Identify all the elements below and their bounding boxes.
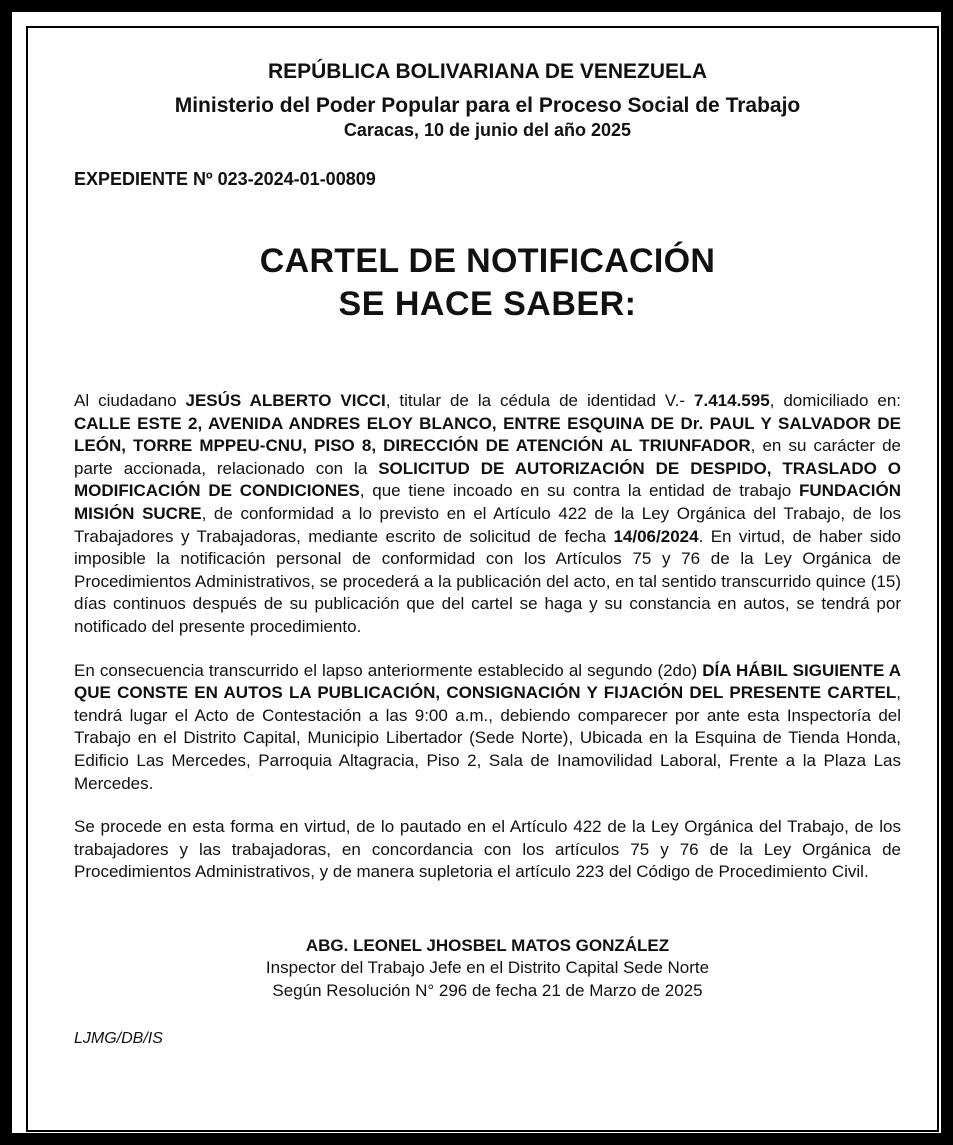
request-date: 14/06/2024 <box>613 526 699 546</box>
citizen-name: JESÚS ALBERTO VICCI <box>185 391 386 410</box>
paragraph-notification <box>74 390 901 639</box>
notice-title: CARTEL DE NOTIFICACIÓN <box>259 242 716 280</box>
citizen-address: CALLE ESTE 2, AVENIDA ANDRES ELOY BLANCO, ENTRE ESQUINA DE Dr. PAUL Y SALVADOR DE LEÓN, TORRE MPPEU-CNU, PISO 8, DIRECCIÓN DE ATENCIÓN AL TRIUNFADOR <box>74 413 901 456</box>
p1-text-4: , en su carácter de parte accionada, relacionado con la <box>74 436 901 478</box>
signer-resolution: Según Resolución N° 296 de fecha 21 de Marzo de 2025 <box>272 980 703 1000</box>
p2-text-1: En consecuencia transcurrido el lapso anteriormente establecido al segundo (2do) <box>74 660 703 680</box>
hearing-condition: DÍA HÁBIL SIGUIENTE A QUE CONSTE EN AUTOS LA PUBLICACIÓN, CONSIGNACIÓN Y FIJACIÓN DEL PRESENTE CARTEL <box>74 660 902 703</box>
p2-text-2: , tendrá lugar el Acto de Contestación a las 9:00 a.m., debiendo comparecer por ante esta Inspectoría del Trabajo en el Distrito Capital, Municipio Libertador (Sede Norte), Ubicada en la Esquina de Tienda Honda, Edificio Las Mercedes, Parroquia Altagracia, Piso 2, Sala de Inamovilidad Laboral, Frente a la Plaza Las Mercedes. <box>74 683 901 793</box>
p1-text-5: , que tiene incoado en su contra la entidad de trabajo <box>359 481 799 501</box>
ministry-heading: Ministerio del Poder Popular para el Proceso Social de Trabajo <box>174 94 801 117</box>
place-date: Caracas, 10 de junio del año 2025 <box>343 120 632 140</box>
p1-text-7: . En virtud, de haber sido imposible la notificación personal de conformidad con los Artículos 75 y 76 de la Ley Orgánica de Procedimientos Administrativos, se procederá a la publicación del acto, en tal sentido transcurrido quince (15) días continuos después de su publicación que del cartel se haga y su constancia en autos, se tendrá por notificado del presente procedimiento. <box>74 526 901 636</box>
work-entity: FUNDACIÓN MISIÓN SUCRE <box>74 481 901 523</box>
request-type: SOLICITUD DE AUTORIZACIÓN DE DESPIDO, TRASLADO O MODIFICACIÓN DE CONDICIONES <box>74 458 901 501</box>
notice-subtitle: SE HACE SABER: <box>338 285 637 323</box>
country-heading: REPÚBLICA BOLIVARIANA DE VENEZUELA <box>267 60 708 83</box>
document-content <box>74 58 901 1048</box>
signer-name: ABG. LEONEL JHOSBEL MATOS GONZÁLEZ <box>305 935 670 955</box>
document-inner-border <box>26 26 939 1132</box>
paragraph-legal-basis: Se procede en esta forma en virtud, de lo pautado en el Artículo 422 de la Ley Orgánica del Trabajo, de los trabajadores y las trabajadoras, en concordancia con los artículos 75 y 76 de la Ley Orgánica de Procedimientos Administrativos, y de manera supletoria el artículo 223 del Código de Procedimiento Civil. <box>74 817 901 882</box>
citizen-id: 7.414.595 <box>694 391 770 410</box>
expediente-number: EXPEDIENTE Nº 023-2024-01-00809 <box>74 169 376 189</box>
reference-initials: LJMG/DB/IS <box>74 1029 163 1047</box>
p1-text-2: , titular de la cédula de identidad V.- <box>385 391 695 410</box>
paragraph-hearing <box>74 660 901 796</box>
signer-position: Inspector del Trabajo Jefe en el Distrito Capital Sede Norte <box>265 957 710 977</box>
p1-text-6: , de conformidad a lo previsto en el Artículo 422 de la Ley Orgánica del Trabajo, de los Trabajadores y Trabajadoras, mediante escrito de solicitud de fecha <box>74 503 901 546</box>
p1-text-1: Al ciudadano <box>74 391 186 410</box>
p1-text-3: , domiciliado en: <box>769 391 901 410</box>
